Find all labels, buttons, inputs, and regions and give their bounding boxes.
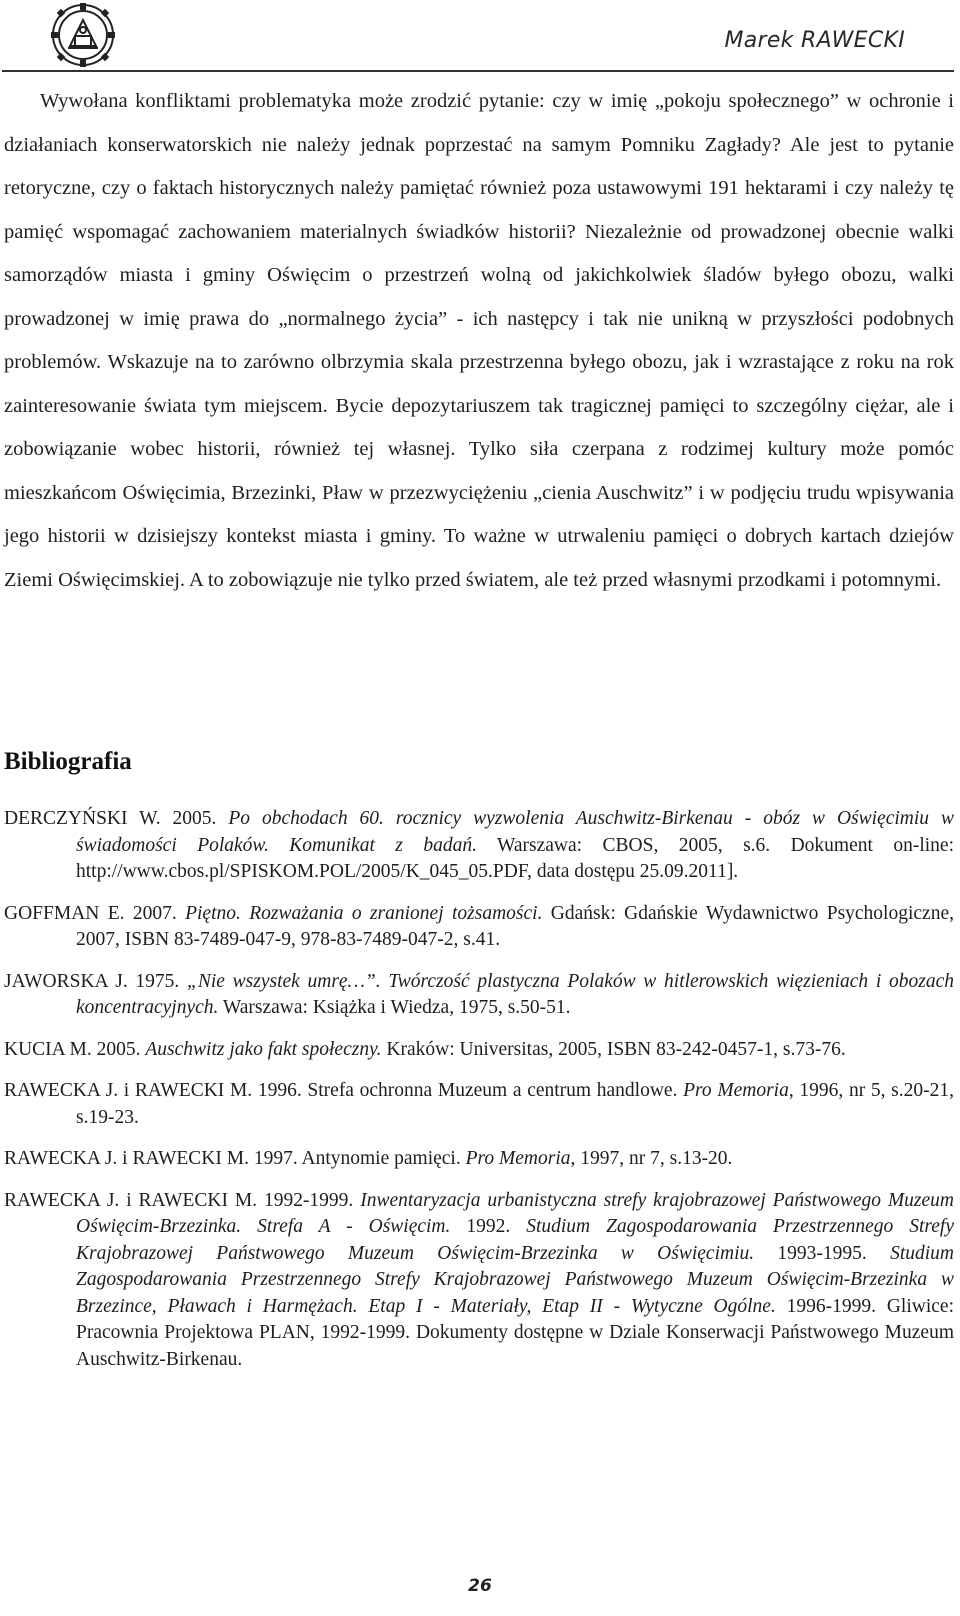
- bibliography-list: [4, 806, 954, 1388]
- body-paragraph: Wywołana konfliktami problematyka może zrodzić pytanie: czy w imię „pokoju społecznego” w ochronie i działaniach konserwatorskich nie należy jednak poprzestać na samym Pomniku Zagłady? Ale jest to pytanie retoryczne, czy o faktach historycznych należy pamiętać również poza ustawowymi 191 hektarami i czy należy tę pamięć wspomagać zachowaniem materialnych świadków historii? Niezależnie od prowadzonej obecnie walki samorządów miasta i gminy Oświęcim o przestrzeń wolną od jakichkolwiek śladów byłego obozu, walki prowadzonej w imię prawa do „normalnego życia” - ich następcy i tak nie unikną w przyszłości podobnych problemów. Wskazuje na to zarówno olbrzymia skala przestrzenna byłego obozu, jak i wzrastające z roku na rok zainteresowanie świata tym miejscem. Bycie depozytariuszem tak tragicznej pamięci to szczególny ciężar, ale i zobowiązanie wobec historii, również tej własnej. Tylko siła czerpana z rodzimej kultury może pomóc mieszkańcom Oświęcimia, Brzezinki, Pław w przezwyciężeniu „cienia Auschwitz” i w podjęciu trudu wpisywania jego historii w dzisiejszy kontekst miasta i gminy. To ważne w utrwaleniu pamięci o dobrych kartach dziejów Ziemi Oświęcimskiej. A to zobowiązuje nie tylko przed światem, ale też przed własnymi przodkami i potomnymi.: [4, 90, 954, 591]
- bibliography-entry: RAWECKA J. i RAWECKI M. 1992-1999. Inwentaryzacja urbanistyczna strefy krajobrazowej Państwowego Muzeum Oświęcim-Brzezinka. Strefa A - Oświęcim. 1992. Studium Zagospodarowania Przestrzennego Strefy Krajobrazowej Państwowego Muzeum Oświęcim-Brzezinka w Oświęcimiu. 1993-1995. Studium Zagospodarowania Przestrzennego Strefy Krajobrazowej Państwowego Muzeum Oświęcim-Brzezinka w Brzezince, Pławach i Harmężach. Etap I - Materiały, Etap II - Wytyczne Ogólne. 1996-1999. Gliwice: Pracownia Projektowa PLAN, 1992-1999. Dokumenty dostępne w Dziale Konserwacji Państwowego Muzeum Auschwitz-Birkenau.: [4, 1189, 955, 1370]
- bibliography-entry: RAWECKA J. i RAWECKI M. 1997. Antynomie pamięci. Pro Memoria, 1997, nr 7, s.13-20.: [4, 1148, 733, 1169]
- bibliography-entry: DERCZYŃSKI W. 2005. Po obchodach 60. rocznicy wyzwolenia Auschwitz-Birkenau - obóz w Oświęcimiu w świadomości Polaków. Komunikat z badań. Warszawa: CBOS, 2005, s.6. Dokument on-line: http://www.cbos.pl/SPISKOM.POL/2005/K_045_05.PDF, data dostępu 25.09.2011].: [4, 808, 954, 882]
- page-number: 26: [468, 1576, 492, 1596]
- bibliography-entry: RAWECKA J. i RAWECKI M. 1996. Strefa ochronna Muzeum a centrum handlowe. Pro Memoria, 1996, nr 5, s.20-21, s.19-23.: [4, 1080, 955, 1128]
- running-head-author: Marek RAWECKI: [724, 28, 905, 53]
- header-rule: [2, 70, 954, 72]
- page-header: [0, 0, 960, 74]
- gear-seal-icon: [50, 2, 116, 68]
- bibliography-entry: KUCIA M. 2005. Auschwitz jako fakt społeczny. Kraków: Universitas, 2005, ISBN 83-242-0457-1, s.73-76.: [4, 1038, 846, 1060]
- bibliography-entry: GOFFMAN E. 2007. Piętno. Rozważania o zranionej tożsamości. Gdańsk: Gdańskie Wydawnictwo Psychologiczne, 2007, ISBN 83-7489-047-9, 978-83-7489-047-2, s.41.: [4, 902, 954, 950]
- bibliography-entry: JAWORSKA J. 1975. „Nie wszystek umrę…”. Twórczość plastyczna Polaków w hitlerowskich więzieniach i obozach koncentracyjnych. Warszawa: Książka i Wiedza, 1975, s.50-51.: [4, 970, 954, 1018]
- bibliography-heading: Bibliografia: [4, 748, 132, 775]
